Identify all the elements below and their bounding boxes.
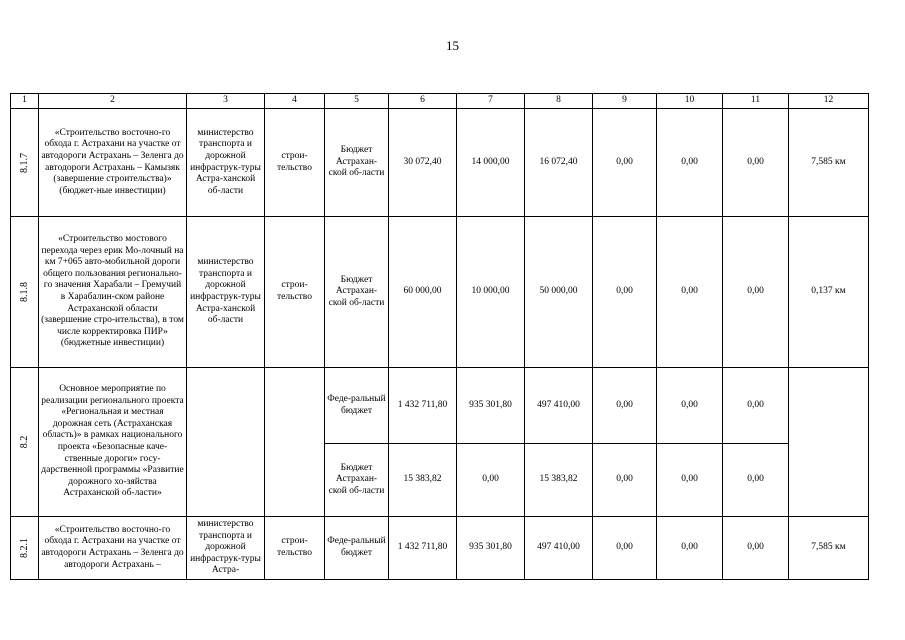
header-cell: 7 (457, 94, 525, 109)
row-code: 8.2.1 (18, 538, 30, 558)
header-cell: 4 (265, 94, 325, 109)
row-name: «Строительство мостового перехода через ерик Мо-лочный на км 7+065 авто-мобильной дороги общего пользования регионально-го значения Харабали – Гремучий в Харабалин-ском районе Астраханской области (завершение стро-ительства), в том числе корректировка ПИР» (бюджетные инвестиции) (39, 217, 187, 368)
row-executor: министерство транспорта и дорожной инфраструк-туры Астра-ханской об-ласти (187, 217, 265, 368)
row-value-6: 1 432 711,80 (389, 368, 457, 444)
table-row (11, 109, 869, 217)
row-value-12-empty (789, 368, 869, 517)
row-value-12: 7,585 км (789, 517, 869, 580)
row-value-11: 0,00 (723, 517, 789, 580)
table-row (11, 517, 869, 580)
row-name: Основное мероприятие по реализации регионального проекта «Региональная и местная дорожная сеть (Астраханская область)» в рамках национального проекта «Безопасные каче-ственные дороги» госу-дарственной программы «Развитие дорожного хо-зяйства Астраханской об-ласти» (39, 368, 187, 517)
row-value-9: 0,00 (593, 109, 657, 217)
row-value-7: 10 000,00 (457, 217, 525, 368)
header-cell: 12 (789, 94, 869, 109)
row-value-6: 30 072,40 (389, 109, 457, 217)
row-type: строи-тельство (265, 517, 325, 580)
row-value-10: 0,00 (657, 444, 723, 517)
row-type: строи-тельство (265, 217, 325, 368)
row-value-9: 0,00 (593, 517, 657, 580)
row-value-7: 14 000,00 (457, 109, 525, 217)
row-source: Феде-ральный бюджет (325, 517, 389, 580)
row-value-9: 0,00 (593, 368, 657, 444)
row-code-cell (11, 109, 39, 217)
row-value-9: 0,00 (593, 444, 657, 517)
row-source: Бюджет Астрахан-ской об-ласти (325, 444, 389, 517)
row-value-8: 497 410,00 (525, 368, 593, 444)
table-row (11, 368, 869, 444)
header-cell: 6 (389, 94, 457, 109)
row-name: «Строительство восточно-го обхода г. Астрахани на участке от автодороги Астрахань – Зеленга до автодороги Астрахань – (39, 517, 187, 580)
row-value-11: 0,00 (723, 368, 789, 444)
row-value-10: 0,00 (657, 109, 723, 217)
row-value-7: 0,00 (457, 444, 525, 517)
row-value-8: 16 072,40 (525, 109, 593, 217)
row-name: «Строительство восточно-го обхода г. Астрахани на участке от автодороги Астрахань – Зеленга до автодороги Астрахань – Камызяк (завершение строительства)» (бюджет-ные инвестиции) (39, 109, 187, 217)
row-code-cell (11, 217, 39, 368)
row-value-6: 1 432 711,80 (389, 517, 457, 580)
row-value-8: 50 000,00 (525, 217, 593, 368)
header-cell: 9 (593, 94, 657, 109)
row-code: 8.2 (18, 435, 30, 449)
row-value-12: 0,137 км (789, 217, 869, 368)
header-cell: 8 (525, 94, 593, 109)
row-value-11: 0,00 (723, 217, 789, 368)
row-value-8: 497 410,00 (525, 517, 593, 580)
header-cell: 11 (723, 94, 789, 109)
row-value-8: 15 383,82 (525, 444, 593, 517)
row-executor: министерство транспорта и дорожной инфраструк-туры Астра-ханской об-ласти (187, 109, 265, 217)
page-number: 15 (446, 38, 459, 53)
row-executor: министерство транспорта и дорожной инфраструк-туры Астра- (187, 517, 265, 580)
row-value-6: 60 000,00 (389, 217, 457, 368)
row-value-9: 0,00 (593, 217, 657, 368)
row-type-empty (265, 368, 325, 517)
row-value-6: 15 383,82 (389, 444, 457, 517)
row-value-7: 935 301,80 (457, 517, 525, 580)
row-code-cell (11, 368, 39, 517)
header-cell: 10 (657, 94, 723, 109)
row-type: строи-тельство (265, 109, 325, 217)
row-value-10: 0,00 (657, 517, 723, 580)
row-value-7: 935 301,80 (457, 368, 525, 444)
table-row (11, 217, 869, 368)
header-cell: 5 (325, 94, 389, 109)
row-source: Феде-ральный бюджет (325, 368, 389, 444)
program-table (10, 93, 869, 580)
row-value-11: 0,00 (723, 109, 789, 217)
header-cell: 2 (39, 94, 187, 109)
header-cell: 3 (187, 94, 265, 109)
row-value-11: 0,00 (723, 444, 789, 517)
header-cell: 1 (11, 94, 39, 109)
row-source: Бюджет Астрахан-ской об-ласти (325, 109, 389, 217)
row-value-12: 7,585 км (789, 109, 869, 217)
row-executor-empty (187, 368, 265, 517)
row-value-10: 0,00 (657, 368, 723, 444)
row-source: Бюджет Астрахан-ской об-ласти (325, 217, 389, 368)
header-row (11, 94, 869, 109)
row-value-10: 0,00 (657, 217, 723, 368)
row-code: 8.1.8 (18, 282, 30, 302)
row-code: 8.1.7 (18, 152, 30, 173)
row-code-cell (11, 517, 39, 580)
